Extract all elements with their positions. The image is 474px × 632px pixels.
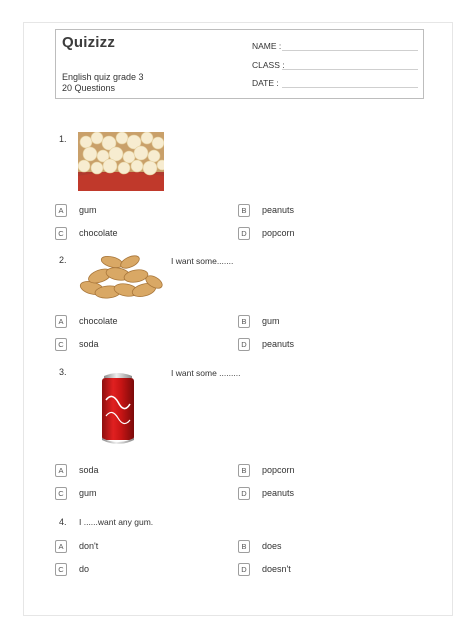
date-field[interactable]	[252, 78, 279, 88]
option-letter: C	[55, 487, 67, 500]
quizizz-logo: Quizizz	[62, 34, 116, 51]
option-text: gum	[79, 205, 97, 215]
question-3-number: 3.	[59, 367, 67, 377]
worksheet-page	[23, 22, 453, 616]
date-label: DATE :	[252, 78, 279, 88]
option-text: does	[262, 541, 282, 551]
option-letter: A	[55, 464, 67, 477]
question-2-number: 2.	[59, 255, 67, 265]
option-text: chocolate	[79, 228, 118, 238]
question-4-text: I ......want any gum.	[79, 517, 154, 527]
peanuts-image	[78, 252, 164, 302]
class-line	[282, 69, 418, 70]
popcorn-image	[78, 132, 164, 191]
name-label: NAME :	[252, 41, 282, 51]
option-letter: D	[238, 563, 250, 576]
option-letter: D	[238, 338, 250, 351]
question-3-text: I want some .........	[171, 368, 241, 378]
option-letter: C	[55, 338, 67, 351]
option-text: don't	[79, 541, 99, 551]
option-text: soda	[79, 465, 99, 475]
option-letter: B	[238, 540, 250, 553]
quiz-title: English quiz grade 3	[62, 72, 144, 82]
class-field[interactable]	[252, 60, 285, 70]
question-2-text: I want some.......	[171, 256, 234, 266]
option-letter: A	[55, 540, 67, 553]
option-letter: D	[238, 487, 250, 500]
option-text: peanuts	[262, 488, 295, 498]
name-line	[282, 50, 418, 51]
option-text: gum	[79, 488, 97, 498]
option-text: soda	[79, 339, 99, 349]
option-letter: A	[55, 204, 67, 217]
option-text: popcorn	[262, 465, 295, 475]
question-1-number: 1.	[59, 134, 67, 144]
worksheet-header	[55, 29, 424, 99]
date-line	[282, 87, 418, 88]
question-count: 20 Questions	[62, 83, 116, 93]
option-text: gum	[262, 316, 280, 326]
option-letter: B	[238, 204, 250, 217]
option-text: peanuts	[262, 339, 295, 349]
option-text: chocolate	[79, 316, 118, 326]
option-letter: B	[238, 464, 250, 477]
question-4-number: 4.	[59, 517, 67, 527]
name-field[interactable]	[252, 41, 281, 51]
option-letter: B	[238, 315, 250, 328]
option-letter: D	[238, 227, 250, 240]
soda-can-image	[100, 370, 136, 446]
option-letter: C	[55, 563, 67, 576]
option-letter: A	[55, 315, 67, 328]
option-text: popcorn	[262, 228, 295, 238]
option-text: doesn't	[262, 564, 291, 574]
option-letter: C	[55, 227, 67, 240]
class-label: CLASS :	[252, 60, 285, 70]
option-text: do	[79, 564, 90, 574]
option-text: peanuts	[262, 205, 295, 215]
